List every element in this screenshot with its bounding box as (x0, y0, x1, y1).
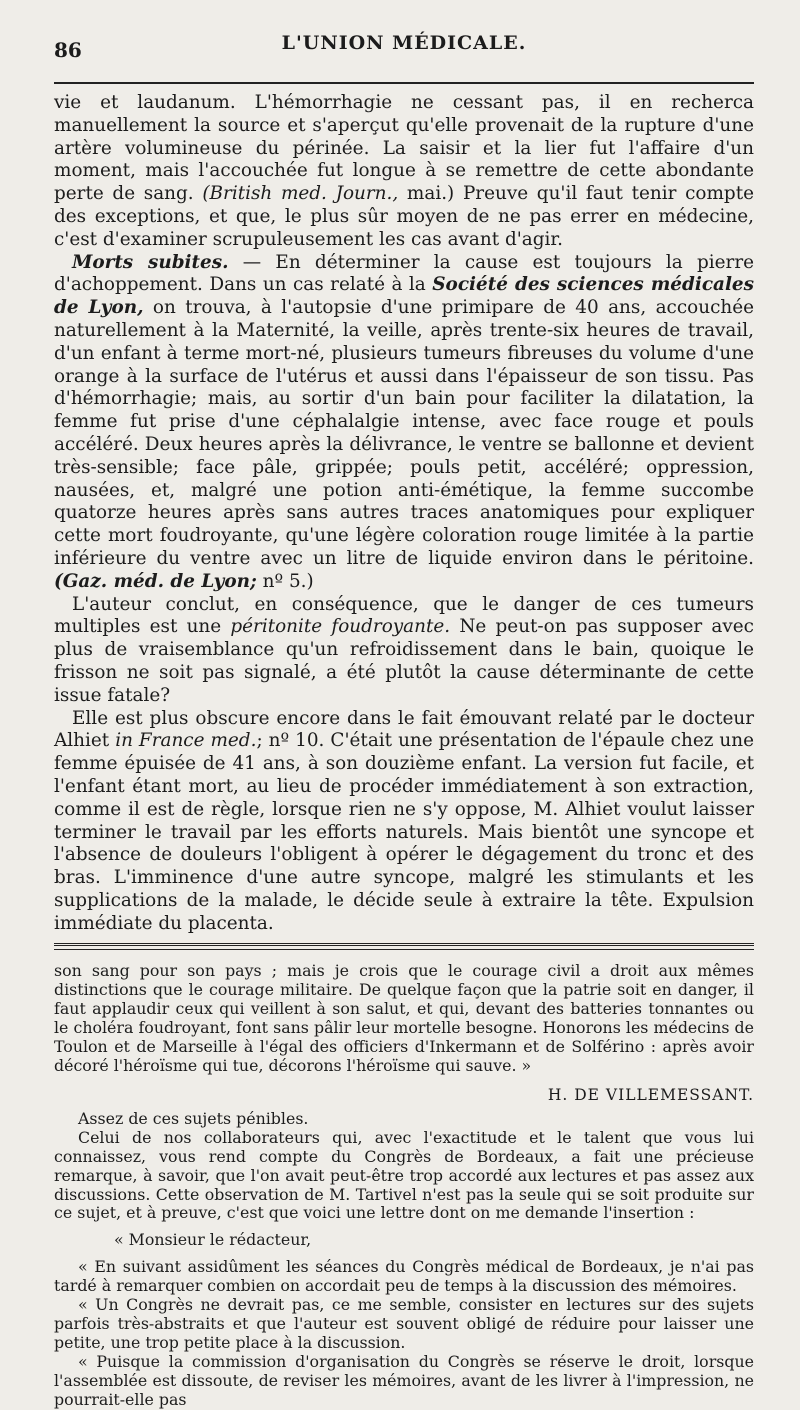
running-title: L'UNION MÉDICALE. (281, 32, 527, 54)
society-name: Société des sciences médicales de Lyon, (54, 274, 754, 319)
section-divider (54, 943, 754, 950)
paragraph-4: Elle est plus obscure encore dans le fait émouvant relaté par le docteur Alhiet in France med.; nº 10. C'était une présentation de l'épaule chez une femme épuisée de 41 ans, à son douzième enfant. La version fut facile, et l'enfant étant mort, au lieu de procéder immédiatement à son extraction, comme il est de règle, lorsque rien ne s'y oppose, M. Alhiet voulut laisser terminer le travail par les efforts naturels. Mais bientôt une syncope et l'absence de douleurs l'obligent à opérer le dégagement du tronc et des bras. L'imminence d'une autre syncope, malgré les stimulants et les supplications de la malade, le décide seule à extraire la tête. Expulsion immédiate du placenta. (54, 707, 754, 934)
term: péritonite foudroyante. (230, 616, 451, 638)
page-header (54, 20, 754, 60)
feuilleton-paragraph: Assez de ces sujets pénibles. (78, 1108, 309, 1128)
letter-salutation: « Monsieur le rédacteur, (114, 1230, 312, 1250)
journal-reference: in France med. (115, 730, 257, 752)
feuilleton-paragraph: son sang pour son pays ; mais je crois que le courage civil a droit aux mêmes distinctions que le courage militaire. De quelque façon que la patrie soit en danger, il faut applaudir ceux qui veillent à son salut, et qui, devant des batteries tonnantes ou le choléra foudroyant, font sans pâlir leur mortelle besogne. Honorons les médecins de Toulon et de Marseille à l'égal des officiers d'Inkermann et de Solférino : après avoir décoré l'héroïsme qui tue, décorons l'héroïsme qui sauve. » (54, 961, 754, 1076)
upper-column (54, 92, 754, 935)
paragraph-2: Morts subites. — En déterminer la cause est toujours la pierre d'achoppement. Dans un cas relaté à la Société des sciences médicales de Lyon, on trouva, à l'autopsie d'une primipare de 40 ans, accouchée naturellement à la Maternité, la veille, après trente-six heures de travail, d'un enfant à terme mort-né, plusieurs tumeurs fibreuses du volume d'une orange à la surface de l'utérus et aussi dans l'épaisseur de son tissu. Pas d'hémorrhagie; mais, au sortir d'un bain pour faciliter la dilatation, la femme fut prise d'une céphalalgie intense, avec face rouge et pouls accéléré. Deux heures après la délivrance, le ventre se ballonne et devient très-sensible; face pâle, grippée; pouls petit, accéléré; oppression, nausées, et, malgré une potion anti-émétique, la femme succombe quatorze heures après sans autres traces anatomiques pour expliquer cette mort foudroyante, qu'une légère coloration rouge limitée à la partie inférieure du ventre avec un litre de liquide environ dans le péritoine. (Gaz. méd. de Lyon; nº 5.) (54, 251, 754, 592)
citation: (Gaz. méd. de Lyon; (54, 570, 257, 592)
feuilleton-paragraph: Celui de nos collaborateurs qui, avec l'exactitude et le talent que vous lui connaissez, vous rend compte du Congrès de Bordeaux, a fait une précieuse remarque, à savoir, que l'on avait peut-être trop accordé aux lectures et pas assez aux discussions. Cette observation de M. Tartivel n'est pas la seule qui se soit produite sur ce sujet, et à preuve, c'est que voici une lettre dont on me demande l'insertion : (54, 1127, 754, 1223)
letter-paragraph: « Puisque la commission d'organisation du Congrès se réserve le droit, lorsque l'assemblée est dissoute, de reviser les mémoires, avant de les livrer à l'impression, ne pourrait-elle pas (54, 1351, 754, 1409)
paragraph-3: L'auteur conclut, en conséquence, que le danger de ces tumeurs multiples est une péritonite foudroyante. Ne peut-on pas supposer avec plus de vraisemblance qu'un refroidissement dans le bain, quoique le frisson ne soit pas signalé, a été plutôt la cause déterminante de cette issue fatale? (54, 593, 754, 706)
paragraph-1: vie et laudanum. L'hémorrhagie ne cessant pas, il en recherca manuellement la source et s'aperçut qu'elle provenait de la rupture d'une artère volumineuse du périnée. La saisir et la lier fut l'affaire d'un moment, mais l'accouchée fut longue à se remettre de cette abondante perte de sang. (British med. Journ., mai.) Preuve qu'il faut tenir compte des exceptions, et que, le plus sûr moyen de ne pas errer en médecine, c'est d'examiner scrupuleusement les cas avant d'agir. (54, 92, 754, 250)
header-rule (54, 82, 754, 84)
letter-paragraph: « En suivant assidûment les séances du Congrès médical de Bordeaux, je n'ai pas tardé à remarquer combien on accordait peu de temps à la discussion des mémoires. (54, 1257, 754, 1296)
citation: (British med. Journ., (202, 183, 399, 205)
section-heading: Morts subites. (72, 251, 229, 273)
signature: H. DE VILLEMESSANT. (547, 1085, 754, 1104)
letter-paragraph: « Un Congrès ne devrait pas, ce me semble, consister en lectures sur des sujets parfois très-abstraits et que l'auteur est souvent obligé de réduire pour laisser une petite, une trop petite place à la discussion. (54, 1295, 754, 1352)
page-number: 86 (54, 38, 82, 62)
feuilleton-section (54, 962, 754, 1409)
